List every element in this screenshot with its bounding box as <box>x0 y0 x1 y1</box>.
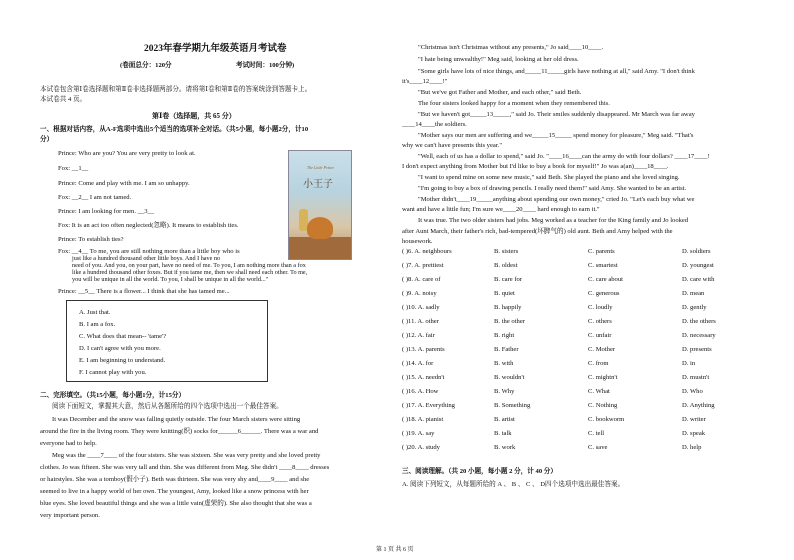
book-cover-image <box>288 150 352 260</box>
section-1-heading-cont: 分） <box>40 136 54 143</box>
option-c: C. Nothing <box>588 402 618 409</box>
volume-1-title: 第Ⅰ卷（选择题，共 65 分） <box>152 112 236 120</box>
passage-line: very important person. <box>40 512 100 519</box>
question-stem-option-a: ( )12. A. fair <box>402 332 435 339</box>
dialogue-line: you will be unique in all the world. To you, I shall be unique in all the world..." <box>72 276 269 283</box>
option-b: B. the other <box>494 318 525 325</box>
story-line: "Christmas isn't Christmas without any presents," Jo said____10____. <box>418 44 604 51</box>
story-line: after Aunt March, their father's rich, bad-tempered(坏脾气的) old aunt. Beth and Amy helped with the <box>402 228 673 235</box>
dialogue-line: need of you. And you, on your part, have no need of me. To you, I am nothing more than a fox <box>72 262 306 269</box>
dialogue-line: Fox: __2__ I am not tamed. <box>58 194 132 201</box>
option-e: E. I am beginning to understand. <box>79 357 166 364</box>
option-c: C. Mother <box>588 346 616 353</box>
story-line: "Well, each of us has a dollar to spend," said Jo. "____16____can the army do with four dollars? ____17____! <box>418 153 710 160</box>
question-stem-option-a: ( )10. A. sadly <box>402 304 440 311</box>
option-d: D. writer <box>682 416 706 423</box>
passage-line: seemed to live in a happy world of her own. The youngest, Amy, looked like a snow princess with her <box>40 488 309 495</box>
story-line: housework. <box>402 238 433 245</box>
question-stem-option-a: ( )8. A. care of <box>402 276 441 283</box>
story-line: I don't expect anything from Mother but I'd like to buy a book for myself!" Jo was a(an)____18____. <box>402 163 669 170</box>
passage-line: clothes. Jo was fifteen. She was very tall and thin. She was different from Meg. She didn't ____8____ dresses <box>40 464 330 471</box>
story-line: "Mother didn't____19_____anything about spending our own money," cried Jo. "Let's each buy what we <box>418 196 695 203</box>
question-stem-option-a: ( )20. A. study <box>402 444 440 451</box>
option-b: B. talk <box>494 430 512 437</box>
story-line: "But we've got Father and Mother, and each other," said Beth. <box>418 89 582 96</box>
option-c: C. save <box>588 444 608 451</box>
option-b: B. sisters <box>494 248 519 255</box>
option-b: B. happily <box>494 304 522 311</box>
option-b: B. quiet <box>494 290 515 297</box>
dialogue-line: Fox: __1__ <box>58 165 89 172</box>
dialogue-line: Prince: Who are you? You are very pretty to look at. <box>58 150 196 157</box>
story-line: ____14____the soldiers. <box>402 121 467 128</box>
option-c: C. mightn't <box>588 374 618 381</box>
exam-title: 2023年春学期九年级英语月考试卷 <box>144 44 287 54</box>
passage-line: blue eyes. She loved beautiful things and she was a little vain(虚荣的). She also thought that she was a <box>40 500 312 507</box>
option-d: D. help <box>682 444 702 451</box>
option-d: D. mean <box>682 290 705 297</box>
exam-time: 考试时间：100分钟) <box>236 62 295 69</box>
option-b: B. with <box>494 360 514 367</box>
section-2-heading: 二、完形填空。（共15小题，每小题1分，计15分） <box>40 392 186 399</box>
story-line: "Mother says our men are suffering and we_____15_____ spend money for pleasure," Meg said. "That's <box>418 132 694 139</box>
question-stem-option-a: ( )18. A. pianist <box>402 416 444 423</box>
option-c: C. What <box>588 388 610 395</box>
story-line: The four sisters looked happy for a moment when they remembered this. <box>418 100 610 107</box>
question-stem-option-a: ( )19. A. say <box>402 430 435 437</box>
story-line: why we can't have presents this year." <box>402 142 503 149</box>
story-line: It was true. The two older sisters had jobs. Meg worked as a teacher for the King family and Jo looked <box>418 217 689 224</box>
question-stem-option-a: ( )14. A. for <box>402 360 434 367</box>
story-line: "But we haven't got_____13_____," said Jo. Their smiles suddenly disappeared. Mr March was far away <box>418 111 695 118</box>
page-footer: 第 1 页 共 6 页 <box>376 547 414 553</box>
option-b: B. right <box>494 332 515 339</box>
option-c: C. others <box>588 318 612 325</box>
book-ground <box>289 237 351 259</box>
option-d: D. presents <box>682 346 712 353</box>
story-line: "I'm going to buy a box of drawing pencils. I really need them!" said Amy. She wanted to be an artist. <box>418 185 687 192</box>
story-line: "Some girls have lots of nice things, and_____11_____girls have nothing at all," said Amy. "I don't think <box>418 68 695 75</box>
option-d: D. care with <box>682 276 715 283</box>
option-c: C. care about <box>588 276 623 283</box>
option-c: C. smartest <box>588 262 618 269</box>
option-c: C. unfair <box>588 332 612 339</box>
option-d: D. gently <box>682 304 707 311</box>
option-c: C. bookworm <box>588 416 625 423</box>
question-stem-option-a: ( )16. A. How <box>402 388 439 395</box>
option-d: D. mustn't <box>682 374 710 381</box>
passage-line: It was December and the snow was falling quietly outside. The four March sisters were sitting <box>52 416 301 423</box>
option-d: D. the others <box>682 318 716 325</box>
option-b: B. care for <box>494 276 523 283</box>
book-title-small: The Little Prince <box>307 165 335 170</box>
dialogue-line: Prince: To establish ties? <box>58 236 124 243</box>
total-score: (卷面总分：120分 <box>120 62 172 69</box>
passage-line: or hairstyles. She was a tomboy(假小子). Beth was thirteen. She was very shy and____9____ and she <box>40 476 310 483</box>
story-line: "I hate being unwealthy!" Meg said, looking at her old dress. <box>418 56 579 63</box>
option-c: C. tell <box>588 430 605 437</box>
question-stem-option-a: ( )9. A. noisy <box>402 290 437 297</box>
question-stem-option-a: ( )7. A. prettiest <box>402 262 444 269</box>
passage-line: around the fire in the living room. They were knitting(织) socks for______6______. There was a war and <box>40 428 319 435</box>
question-stem-option-a: ( )11. A. other <box>402 318 439 325</box>
dialogue-line: just like a hundred thousand other little boys. And I have no <box>72 255 221 262</box>
intro-line: 本试卷共 4 页。 <box>40 96 87 103</box>
dialogue-line: Prince: __5__ There is a flower... I think that she has tamed me... <box>58 288 230 295</box>
option-d: D. necessary <box>682 332 716 339</box>
fox-figure <box>307 217 333 239</box>
option-b: B. I am a fox. <box>79 321 116 328</box>
dialogue-line: Fox: It is an act too often neglected(忽略). It means to establish ties. <box>58 222 239 229</box>
option-c: C. parents <box>588 248 615 255</box>
question-stem-option-a: ( )17. A. Everything <box>402 402 455 409</box>
question-stem-option-a: ( )13. A. parents <box>402 346 445 353</box>
section-3-instructions: A. 阅读下列短文，从每题所给的 A 、 B 、 C 、 D四个选项中选出最佳答案。 <box>402 481 625 488</box>
question-stem-option-a: ( )15. A. needn't <box>402 374 445 381</box>
story-line: want and have a little fun; I'm sure we____20____ hard enough to earn it." <box>402 206 600 213</box>
option-f: F. I cannot play with you. <box>79 369 147 376</box>
option-c: C. generous <box>588 290 620 297</box>
passage-line: Meg was the ____7____ of the four sisters. She was sixteen. She was very pretty and she loved pretty <box>52 452 321 459</box>
section-1-heading: 一、根据对话内容，从A-F选项中选出5个适当的选项补全对话。（共5小题，每小题2分，计10 <box>40 126 309 133</box>
story-line: "I want to spend mine on some new music," said Beth. She played the piano and she loved singing. <box>418 174 680 181</box>
option-d: D. soldiers <box>682 248 711 255</box>
option-c: C. loudly <box>588 304 613 311</box>
option-b: B. Why <box>494 388 515 395</box>
intro-line: 本试卷包含第Ⅰ卷选择题和第Ⅱ卷非选择题两部分。请将第Ⅰ卷和第Ⅱ卷的答案统涂到答题卡上。 <box>40 86 312 93</box>
book-title: 小王子 <box>303 179 333 190</box>
options-box <box>66 300 268 382</box>
dialogue-line: Fox: __4__ To me, you are still nothing more than a little boy who is <box>58 248 240 255</box>
option-b: B. oldest <box>494 262 518 269</box>
option-d: D. Anything <box>682 402 715 409</box>
option-a: A. Just that. <box>79 309 111 316</box>
question-stem-option-a: ( )6. A. neighbours <box>402 248 452 255</box>
section-3-heading: 三、阅读理解。（共 20 小题，每小题 2 分，计 40 分） <box>402 468 557 475</box>
option-c: C. What does that mean-- 'tame'? <box>79 333 167 340</box>
option-d: D. Who <box>682 388 703 395</box>
option-d: D. youngest <box>682 262 714 269</box>
option-b: B. Something <box>494 402 531 409</box>
option-b: B. artist <box>494 416 515 423</box>
option-b: B. Father <box>494 346 519 353</box>
story-line: it's____12____!" <box>402 78 448 85</box>
option-c: C. from <box>588 360 609 367</box>
section-2-instructions: 阅读下面短文，掌握其大意，然后从各题所给的四个选项中选出一个最佳答案。 <box>52 403 283 410</box>
option-d: D. speak <box>682 430 706 437</box>
option-b: B. work <box>494 444 516 451</box>
dialogue-line: Prince: I am looking for men. __3__ <box>58 208 155 215</box>
dialogue-line: Prince: Come and play with me. I am so unhappy. <box>58 180 190 187</box>
dialogue-line: like a hundred thousand other foxes. But if you tame me, then we shall need each other. To me, <box>72 269 308 276</box>
option-d: D. in <box>682 360 696 367</box>
passage-line: everyone had to help. <box>40 440 97 447</box>
option-d: D. I can't agree with you more. <box>79 345 161 352</box>
option-b: B. wouldn't <box>494 374 525 381</box>
